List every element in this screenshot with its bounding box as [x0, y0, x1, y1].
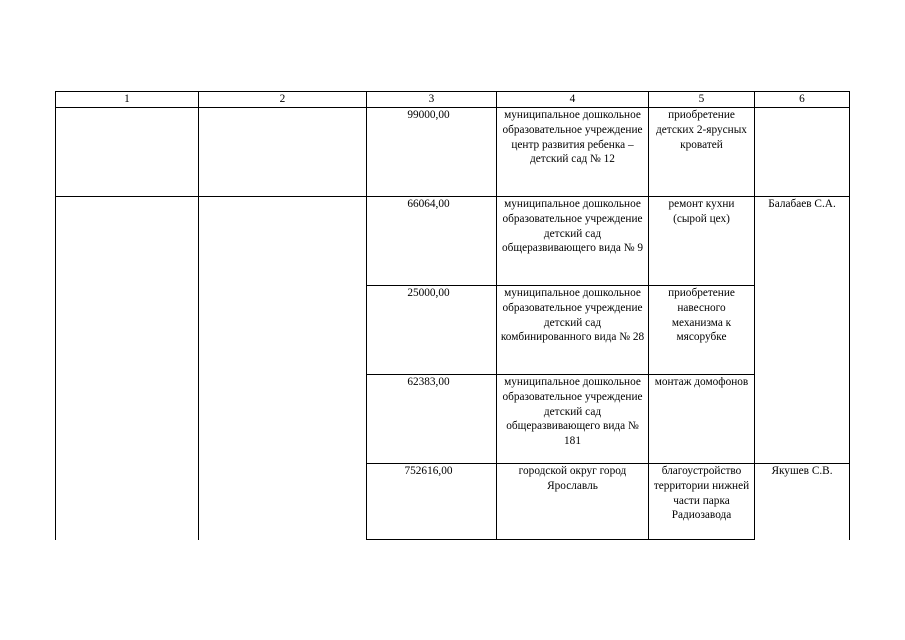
empty-cell	[56, 108, 199, 197]
purpose-cell: благоустройство территории нижней части парка Радиозавода	[649, 464, 755, 540]
institution-cell: муниципальное дошкольное образовательное учреждение центр развития ребенка – детский сад № 12	[497, 108, 649, 197]
empty-cell	[199, 108, 367, 197]
amount-value: 752616,00	[404, 465, 453, 477]
column-header: 5	[649, 92, 755, 108]
column-header: 6	[755, 92, 850, 108]
amount-cell	[367, 197, 497, 286]
empty-cell	[56, 197, 199, 540]
amount-value: 99000,00	[407, 109, 450, 121]
column-header: 2	[199, 92, 367, 108]
responsible-cell	[755, 108, 850, 197]
institution-cell: муниципальное дошкольное образовательное учреждение детский сад общеразвивающего вида № 181	[497, 375, 649, 464]
responsible-cell: Балабаев С.А.	[755, 197, 850, 464]
purpose-cell: ремонт кухни (сырой цех)	[649, 197, 755, 286]
amount-cell	[367, 464, 497, 540]
institution-cell: муниципальное дошкольное образовательное учреждение детский сад общеразвивающего вида № 9	[497, 197, 649, 286]
amount-cell	[367, 375, 497, 464]
purpose-cell: монтаж домофонов	[649, 375, 755, 464]
amount-value: 66064,00	[407, 198, 450, 210]
empty-cell	[199, 197, 367, 540]
table-row	[56, 108, 850, 197]
institution-cell: муниципальное дошкольное образовательное учреждение детский сад комбинированного вида № 28	[497, 286, 649, 375]
column-header: 3	[367, 92, 497, 108]
column-header: 1	[56, 92, 199, 108]
purpose-cell: приобретение детских 2-ярусных кроватей	[649, 108, 755, 197]
column-header: 4	[497, 92, 649, 108]
purpose-cell: приобретение навесного механизма к мясорубке	[649, 286, 755, 375]
amount-cell	[367, 286, 497, 375]
institution-cell: городской округ город Ярославль	[497, 464, 649, 540]
amount-value: 62383,00	[407, 376, 450, 388]
amount-value: 25000,00	[407, 287, 450, 299]
table-header-row	[56, 92, 850, 108]
allocation-table	[55, 91, 850, 540]
responsible-cell: Якушев С.В.	[755, 464, 850, 540]
amount-cell	[367, 108, 497, 197]
table-row	[56, 197, 850, 286]
